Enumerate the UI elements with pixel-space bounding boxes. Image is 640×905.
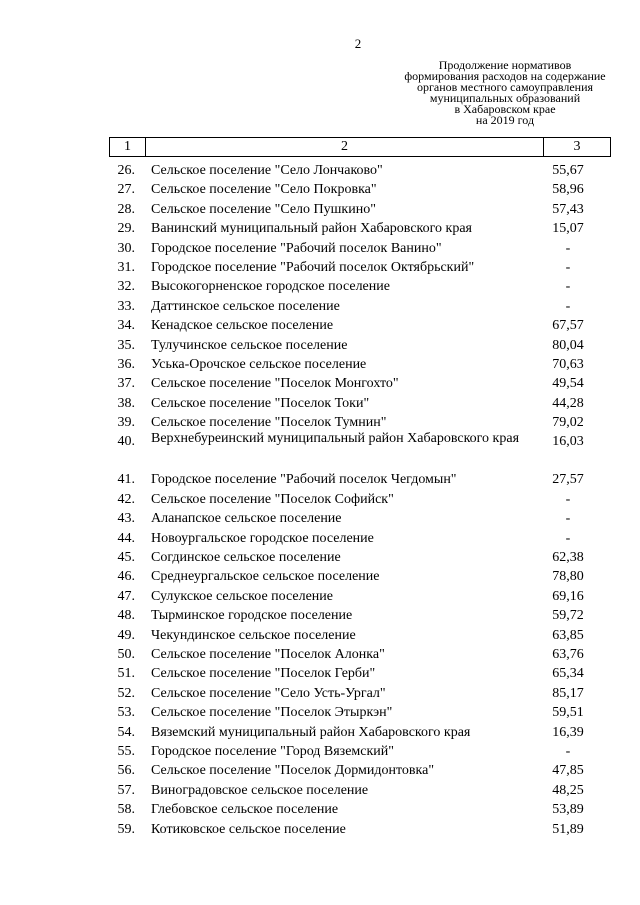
table-body	[0, 160, 640, 838]
table-row	[0, 566, 640, 585]
municipality-name: Сельское поселение "Поселок Герби"	[151, 666, 376, 682]
norm-value: 85,17	[552, 685, 584, 701]
table-row	[0, 160, 640, 179]
row-number: 36.	[117, 356, 135, 372]
municipality-name: Сельское поселение "Село Усть-Ургал"	[151, 685, 386, 701]
row-number: 57.	[117, 782, 135, 798]
table-row	[0, 586, 640, 605]
municipality-name: Котиковское сельское поселение	[151, 821, 346, 837]
norm-value: 59,51	[552, 705, 584, 721]
table-row	[0, 799, 640, 818]
norm-value: 53,89	[552, 802, 584, 818]
norm-value: 63,76	[552, 646, 584, 662]
row-number: 59.	[117, 821, 135, 837]
table-header	[109, 137, 611, 157]
row-number: 53.	[117, 705, 135, 721]
norm-value: 65,34	[552, 666, 584, 682]
norm-value: 44,28	[552, 395, 584, 411]
row-number: 42.	[117, 491, 135, 507]
row-number: 41.	[117, 472, 135, 488]
row-number: 55.	[117, 743, 135, 759]
table-row	[0, 663, 640, 682]
table-caption	[380, 60, 630, 126]
page-number: 2	[354, 36, 362, 51]
table-row	[0, 605, 640, 624]
norm-value: -	[565, 491, 571, 507]
norm-value: 27,57	[552, 472, 584, 488]
row-number: 58.	[117, 802, 135, 818]
norm-value: -	[565, 298, 571, 314]
row-number: 27.	[117, 182, 135, 198]
row-number: 46.	[117, 569, 135, 585]
table-row	[0, 373, 640, 392]
table-row	[0, 780, 640, 799]
norm-value: 55,67	[552, 163, 584, 178]
municipality-name: Сельское поселение "Поселок Алонка"	[151, 646, 385, 662]
municipality-name: Среднеургальское сельское поселение	[151, 569, 380, 585]
norm-value: 69,16	[552, 588, 584, 604]
municipality-name: Кенадское сельское поселение	[151, 318, 334, 334]
row-number: 28.	[117, 201, 135, 217]
norm-value: 15,07	[552, 221, 584, 237]
municipality-name: Чекундинское сельское поселение	[151, 627, 356, 643]
norm-value: 49,54	[552, 376, 584, 392]
table-row	[0, 683, 640, 702]
row-number: 47.	[117, 588, 135, 604]
header-col-3: 3	[573, 139, 581, 154]
row-number: 31.	[117, 259, 135, 275]
norm-value: 80,04	[552, 337, 584, 353]
row-number: 37.	[117, 376, 135, 392]
row-number: 56.	[117, 763, 135, 779]
row-number: 50.	[117, 646, 135, 662]
table-row	[0, 296, 640, 315]
municipality-name: Тулучинское сельское поселение	[151, 337, 348, 353]
table-row	[0, 257, 640, 276]
row-number: 34.	[117, 318, 135, 334]
table-row	[0, 469, 640, 488]
row-number: 49.	[117, 627, 135, 643]
table-row	[0, 489, 640, 508]
row-number: 38.	[117, 395, 135, 411]
municipality-name: Городское поселение "Рабочий поселок Чегдомын"	[151, 472, 457, 488]
norm-value: 78,80	[552, 569, 584, 585]
table-row	[0, 335, 640, 354]
municipality-name: Сулукское сельское поселение	[151, 588, 333, 604]
table-row	[0, 238, 640, 257]
norm-value: 67,57	[552, 318, 584, 334]
caption-line: в Хабаровском крае	[454, 102, 556, 116]
municipality-name: Сельское поселение "Село Пушкино"	[151, 201, 376, 217]
municipality-name: Даттинское сельское поселение	[151, 298, 340, 314]
municipality-name: Сельское поселение "Поселок Софийск"	[151, 491, 394, 507]
table-row	[0, 276, 640, 295]
municipality-name: Городское поселение "Рабочий поселок Ванино"	[151, 240, 442, 256]
norm-value: 57,43	[552, 201, 584, 217]
table-row	[0, 760, 640, 779]
table-row	[0, 741, 640, 760]
table-row	[0, 547, 640, 566]
municipality-name: Виноградовское сельское поселение	[151, 782, 369, 798]
norm-value: -	[565, 279, 571, 295]
table-row	[0, 199, 640, 218]
norm-value: -	[565, 259, 571, 275]
table-row	[0, 393, 640, 412]
municipality-name: Высокогорненское городское поселение	[151, 279, 390, 295]
row-number: 35.	[117, 337, 135, 353]
municipality-name: Вяземский муниципальный район Хабаровского края	[151, 724, 471, 740]
municipality-name: Сельское поселение "Поселок Этыркэн"	[151, 705, 393, 721]
norm-value: 51,89	[552, 821, 584, 837]
row-number: 44.	[117, 530, 135, 546]
table-row	[0, 315, 640, 334]
row-number: 45.	[117, 550, 135, 566]
norm-value: 63,85	[552, 627, 584, 643]
row-number: 32.	[117, 279, 135, 295]
norm-value: 48,25	[552, 782, 584, 798]
norm-value: -	[565, 743, 571, 759]
row-number: 40.	[117, 434, 135, 450]
table-row	[0, 508, 640, 527]
header-col-2: 2	[146, 138, 544, 156]
header-col-1: 1	[110, 138, 146, 156]
table-row	[0, 625, 640, 644]
row-number: 29.	[117, 221, 135, 237]
row-number: 39.	[117, 415, 135, 431]
table-row	[0, 644, 640, 663]
table-row	[0, 819, 640, 838]
municipality-name: Сельское поселение "Село Покровка"	[151, 182, 377, 198]
table-row	[0, 218, 640, 237]
row-number: 26.	[117, 163, 135, 178]
norm-value: 16,39	[552, 724, 584, 740]
norm-value: -	[565, 240, 571, 256]
caption-line: органов местного самоуправления	[416, 80, 594, 94]
municipality-name: Сельское поселение "Поселок Тумнин"	[151, 415, 387, 431]
municipality-name: Верхнебуреинский муниципальный район Хабаровского края	[151, 431, 520, 447]
row-number: 30.	[117, 240, 135, 256]
caption-line: формирования расходов на содержание	[404, 69, 606, 83]
norm-value: 79,02	[552, 415, 584, 431]
municipality-name: Новоургальское городское поселение	[151, 530, 374, 546]
table-row	[0, 412, 640, 431]
municipality-name: Сельское поселение "Поселок Дормидонтовка"	[151, 763, 435, 779]
norm-value: -	[565, 511, 571, 527]
row-number: 48.	[117, 608, 135, 624]
norm-value: 70,63	[552, 356, 584, 372]
norm-value: -	[565, 530, 571, 546]
municipality-name: Тырминское городское поселение	[151, 608, 353, 624]
caption-line: Продолжение нормативов	[438, 58, 572, 72]
municipality-name: Согдинское сельское поселение	[151, 550, 341, 566]
municipality-name: Сельское поселение "Село Лончаково"	[151, 163, 383, 178]
row-number: 52.	[117, 685, 135, 701]
municipality-name: Аланапское сельское поселение	[151, 511, 342, 527]
table-row	[0, 354, 640, 373]
row-number: 54.	[117, 724, 135, 740]
row-number: 51.	[117, 666, 135, 682]
municipality-name: Ванинский муниципальный район Хабаровского края	[151, 221, 472, 237]
table-row	[0, 528, 640, 547]
municipality-name: Городское поселение "Город Вяземский"	[151, 743, 395, 759]
municipality-name: Городское поселение "Рабочий поселок Октябрьский"	[151, 259, 475, 275]
norm-value: 59,72	[552, 608, 584, 624]
table-row	[0, 702, 640, 721]
municipality-name: Уська-Орочское сельское поселение	[151, 356, 367, 372]
row-number: 33.	[117, 298, 135, 314]
table-row	[0, 179, 640, 198]
norm-value: 47,85	[552, 763, 584, 779]
municipality-name: Глебовское сельское поселение	[151, 802, 339, 818]
caption-line: на 2019 год	[475, 113, 535, 127]
municipality-name: Сельское поселение "Поселок Монгохто"	[151, 376, 399, 392]
municipality-name: Сельское поселение "Поселок Токи"	[151, 395, 370, 411]
norm-value: 62,38	[552, 550, 584, 566]
norm-value: 58,96	[552, 182, 584, 198]
table-row	[0, 722, 640, 741]
row-number: 43.	[117, 511, 135, 527]
caption-line: муниципальных образований	[429, 91, 581, 105]
table-row	[0, 431, 640, 469]
norm-value: 16,03	[552, 434, 584, 450]
